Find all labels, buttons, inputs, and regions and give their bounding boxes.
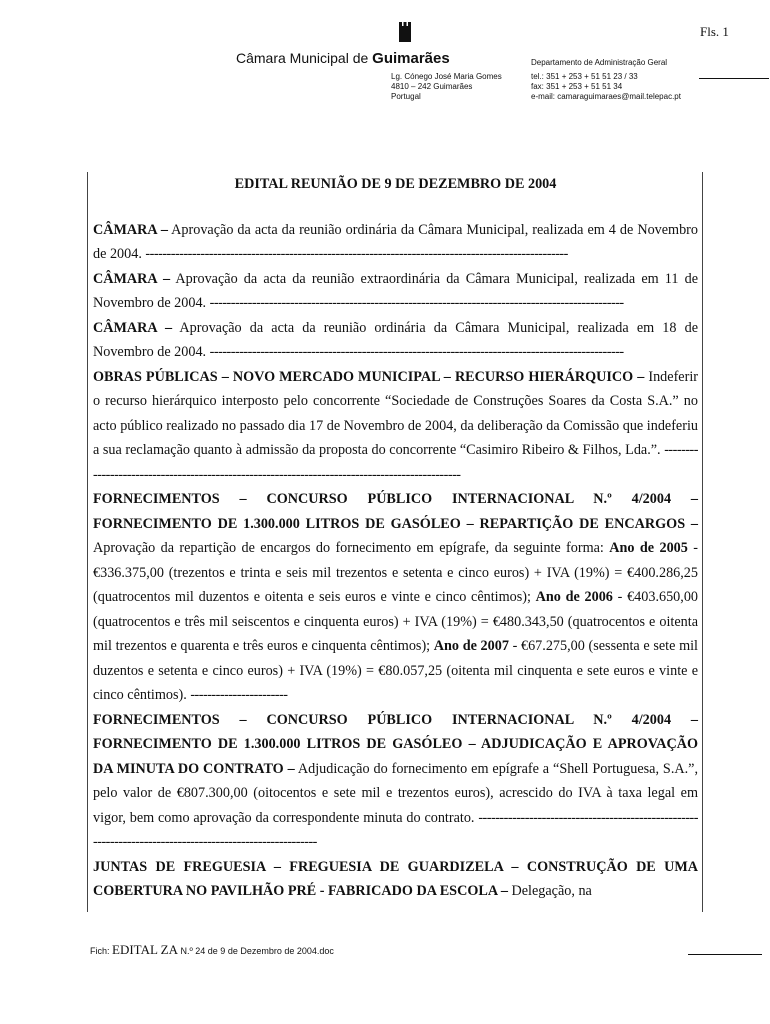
agenda-item: [93, 708, 698, 855]
agenda-item: [93, 365, 698, 488]
contact-line: e-mail: camaraguimaraes@mail.telepac.pt: [531, 92, 681, 101]
item-heading: Ano de 2007: [433, 638, 509, 654]
organization-title: [236, 50, 450, 67]
dash-filler: -----------------------------------------------------------------------------------------------: [93, 442, 698, 483]
dash-filler: ---------------------------------------------------------------------------------------------------------: [93, 809, 698, 850]
item-text: Adjudicação do fornecimento em epígrafe a “Shell Portuguesa, S.A.”, pelo valor de €807.300,00 (oitocentos e sete mil e trezentos euros), acrescido do IVA à taxa legal em vigor, bem como aprovação da correspondente minuta do contrato.: [93, 760, 699, 826]
item-heading: CÂMARA –: [93, 319, 173, 336]
item-text: Indeferir o recurso hierárquico interposto pelo concorrente “Sociedade de Construções Soares da Costa S.A.” no acto público realizado no passado dia 17 de Novembro de 2004, da deliberação da Comissão que indeferiu a sua reclamação quanto à admissão da proposta do concorrente “Casimiro Ribeiro & Filhos, Lda.”.: [93, 368, 698, 458]
item-heading: CÂMARA –: [93, 270, 171, 287]
contact-line: fax: 351 + 253 + 51 51 34: [531, 82, 623, 91]
item-text: Aprovação da acta da reunião ordinária da Câmara Municipal, realizada em 18 de Novembro de 2004.: [93, 319, 698, 360]
agenda-item: [93, 267, 698, 316]
address-line: Lg. Cónego José Maria Gomes: [391, 72, 502, 81]
agenda-item: [93, 855, 698, 904]
item-text: - €67.275,00 (sessenta e sete mil duzentos e setenta e cinco euros) + IVA (19%) = €80.057,25 (oitenta mil cinquenta e sete euros e vinte e cinco cêntimos).: [93, 638, 698, 703]
organization-name: Guimarães: [372, 50, 450, 67]
signature-line: [688, 954, 762, 955]
item-heading: OBRAS PÚBLICAS – NOVO MERCADO MUNICIPAL – RECURSO HIERÁRQUICO –: [93, 368, 645, 385]
dash-filler: --------------------------------------------------------------------------------------------------: [209, 295, 624, 311]
item-heading: Ano de 2005: [609, 540, 688, 556]
address-block: [391, 72, 502, 102]
dash-filler: --------------------------------------------------------------------------------------------------: [209, 344, 624, 360]
item-heading: CÂMARA –: [93, 221, 168, 238]
address-line: Portugal: [391, 92, 421, 101]
item-text: Aprovação da repartição de encargos do fornecimento em epígrafe, da seguinte forma:: [93, 540, 610, 556]
signature-line: [699, 78, 769, 79]
item-text: Aprovação da acta da reunião ordinária da Câmara Municipal, realizada em 4 de Novembro de 2004.: [93, 221, 698, 262]
item-text: Aprovação da acta da reunião extraordinária da Câmara Municipal, realizada em 11 de Novembro de 2004.: [93, 270, 698, 311]
castle-tower-icon: [398, 22, 412, 42]
file-footer: [90, 942, 334, 958]
contact-line: tel.: 351 + 253 + 51 51 23 / 33: [531, 72, 638, 81]
organization-prefix: Câmara Municipal de: [236, 50, 373, 66]
document-body: [93, 172, 698, 904]
footer-filename-main: EDITAL ZA: [112, 942, 178, 957]
agenda-item: [93, 218, 698, 267]
agenda-item: [93, 487, 698, 708]
item-text: Delegação, na: [507, 883, 592, 899]
dash-filler: -----------------------: [190, 687, 288, 703]
footer-prefix: Fich:: [90, 946, 113, 956]
department-name: Departamento de Administração Geral: [531, 58, 668, 67]
page-marker: Fls. 1: [700, 24, 729, 39]
item-heading: FORNECIMENTOS – CONCURSO PÚBLICO INTERNACIONAL N.º 4/2004 – FORNECIMENTO DE 1.300.000 LITROS DE GASÓLEO – ADJUDICAÇÃO E APROVAÇÃO DA MINUTA DO CONTRATO –: [93, 711, 698, 777]
item-text: - €336.375,00 (trezentos e trinta e seis mil trezentos e setenta e cinco euros) + IVA (19%) = €400.286,25 (quatrocentos mil duzentos e oitenta e seis euros e vinte e cinco cêntimos);: [93, 540, 698, 605]
item-heading: Ano de 2006: [535, 589, 613, 605]
dash-filler: ----------------------------------------------------------------------------------------------------: [145, 246, 568, 262]
address-line: 4810 – 242 Guimarães: [391, 82, 473, 91]
item-heading: JUNTAS DE FREGUESIA – FREGUESIA DE GUARDIZELA – CONSTRUÇÃO DE UMA COBERTURA NO PAVILHÃO PRÉ - FABRICADO DA ESCOLA –: [93, 858, 698, 899]
department-block: [531, 58, 681, 102]
document-title: EDITAL REUNIÃO DE 9 DE DEZEMBRO DE 2004: [234, 176, 557, 192]
agenda-item: [93, 316, 698, 365]
item-heading: FORNECIMENTOS – CONCURSO PÚBLICO INTERNACIONAL N.º 4/2004 – FORNECIMENTO DE 1.300.000 LITROS DE GASÓLEO – REPARTIÇÃO DE ENCARGOS –: [93, 491, 698, 532]
footer-filename-rest: N.º 24 de 9 de Dezembro de 2004.doc: [178, 946, 334, 956]
paragraph-list: [93, 218, 698, 904]
item-text: - €403.650,00 (quatrocentos e três mil seiscentos e cinquenta euros) + IVA (19%) = €480.343,50 (quatrocentos e oitenta mil trezentos e quarenta e três euros e cinquenta cêntimos);: [93, 589, 699, 654]
